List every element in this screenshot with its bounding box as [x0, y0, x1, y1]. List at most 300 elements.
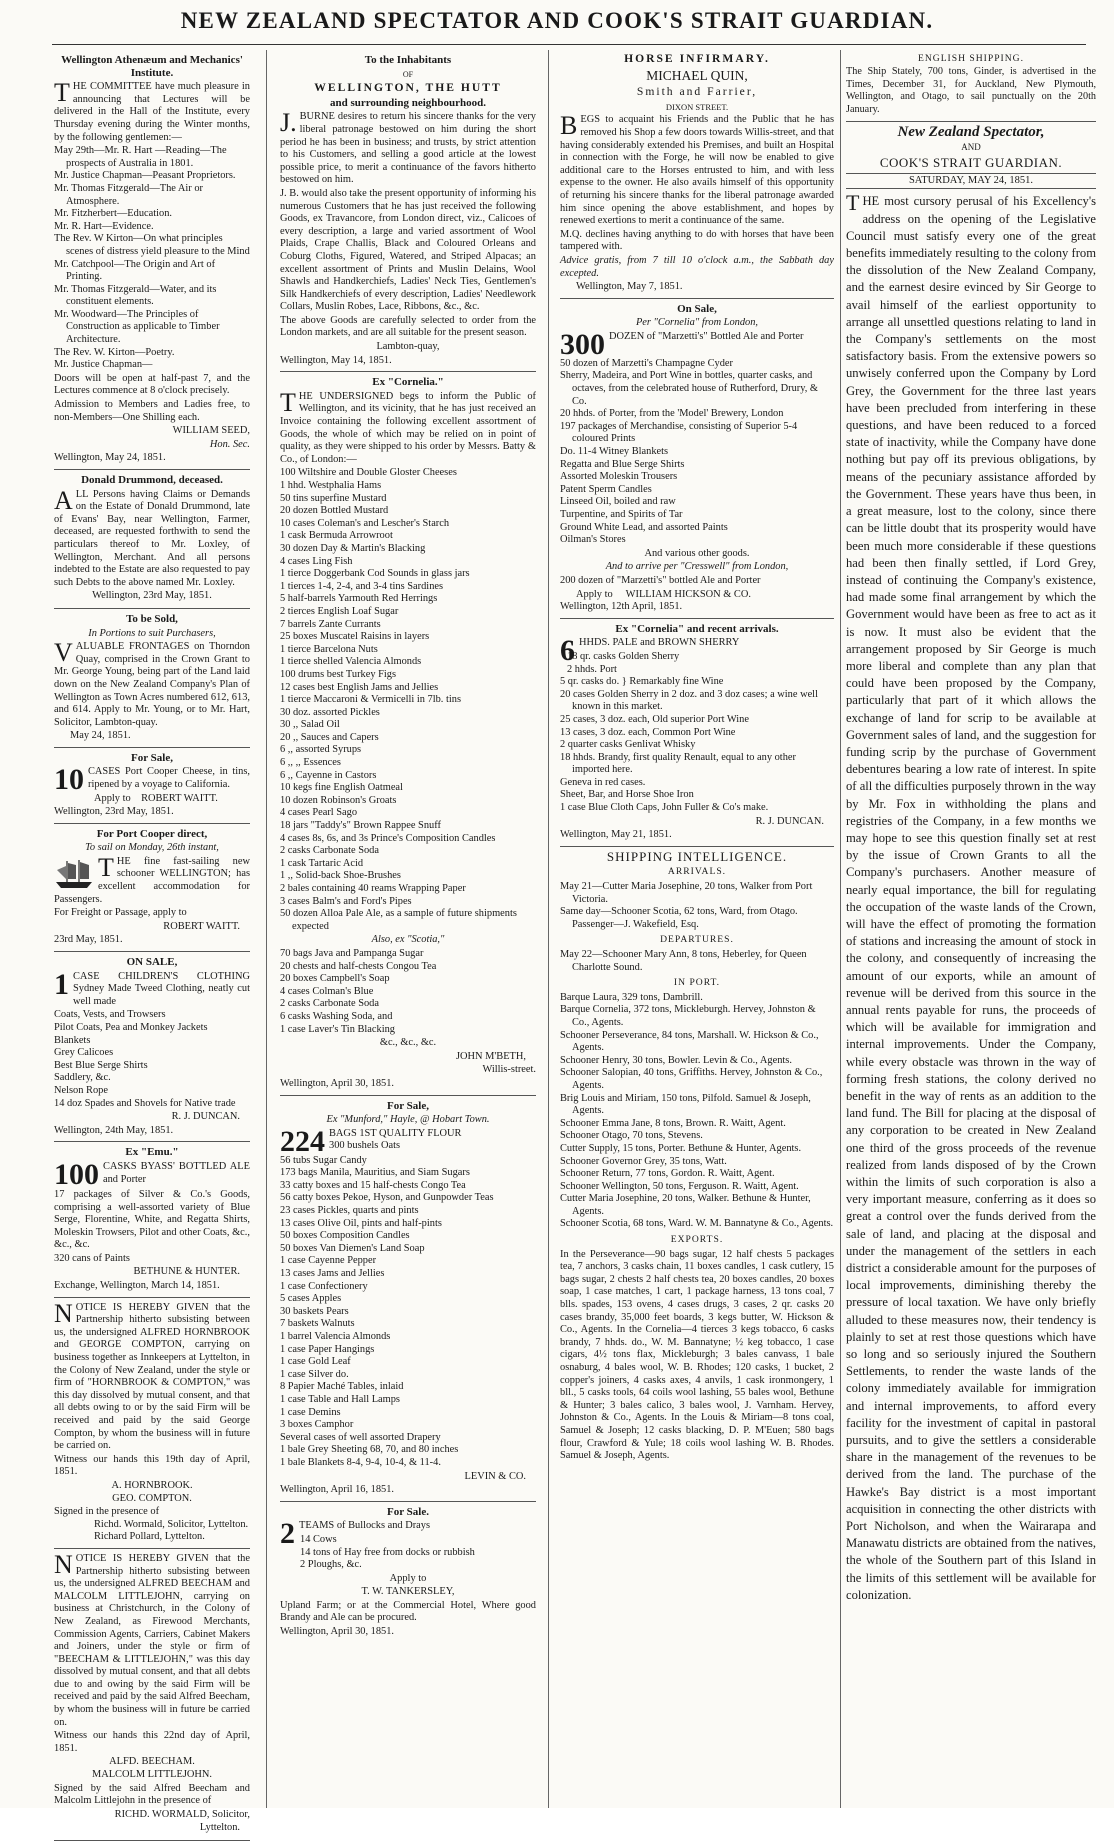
list-item: Mr. Thomas Fitzgerald—Water, and its constituent elements. [54, 283, 217, 308]
ad-title: To be Sold, [126, 612, 178, 625]
ad-bullocks [280, 1506, 536, 1643]
column-rule [266, 50, 267, 1808]
ad-body: OTICE IS HEREBY GIVEN that the Partnership hitherto subsisting between us, the undersigned ALFRED BEECHAM and MALCOLM LITTLEJOHN, carrying on business at Christchurch, in the Colony of New Zealand, as Firewood Merchants, Commission Agents, Carriers, Cabinet Makers and Joiners, under the style or firm of "BEECHAM & LITTLEJOHN," was this day dissolved by mutual consent, and that all debts due to and owing by the said Firm will be received and paid by the said Alfred Beecham, by whom the business will in future be carried on. [54, 1552, 250, 1728]
ad-port-cooper [54, 828, 250, 952]
list-item: 5 half-barrels Yarmouth Red Herrings [280, 593, 438, 605]
witness-place: Lyttelton. [199, 1822, 240, 1834]
ad-other: And various other goods. [644, 547, 750, 559]
ad-name: MICHAEL QUIN, [646, 67, 748, 83]
ad-body: HE UNDERSIGNED begs to inform the Public of Wellington, and its vicinity, that he has just received an Invoice containing the following excellent assortment of Goods, the whole of which may be relied on in point of quality, as they were shipped to his order by Messrs. Batty & Co., of London:— [280, 390, 536, 465]
paper-subtitle: COOK'S STRAIT GUARDIAN. [879, 155, 1063, 171]
list-item: Linseed Oil, boiled and raw [560, 496, 676, 508]
column-rule [548, 50, 549, 1808]
list-item: Mr. Justice Chapman—Peasant Proprietors. [54, 170, 236, 182]
ad-title: For Port Cooper direct, [96, 827, 208, 840]
list-item: 23 cases Pickles, quarts and pints [280, 1205, 419, 1217]
list-item: Schooner Return, 77 tons, Gordon. R. Waitt, Agent. [560, 1168, 775, 1180]
list-item: Blankets [54, 1034, 91, 1046]
list-item: 18 jars "Taddy's" Brown Rappee Snuff [280, 820, 441, 832]
ad-title: Ex "Cornelia." [372, 376, 444, 389]
list-item: 30 baskets Pears [280, 1305, 349, 1317]
english-shipping-label: ENGLISH SHIPPING. [917, 53, 1024, 64]
list-item: 2 quarter casks Genlivat Whisky [560, 739, 696, 751]
ad-notice-beecham [54, 1549, 250, 1841]
ad-title: For Sale, [387, 1099, 429, 1112]
big-number: 224 [280, 1124, 325, 1158]
ad-body: HHDS. PALE and BROWN SHERRY [579, 637, 740, 649]
paper-date: SATURDAY, MAY 24, 1851. [846, 173, 1096, 189]
ad-date: Wellington, May 21, 1851. [560, 829, 672, 841]
ad-body: Doors will be open at half-past 7, and the Lectures commence at 8 o'clock precisely. [54, 372, 250, 397]
list-item: Schooner Wellington, 50 tons, Ferguson. R. Waitt, Agent. [560, 1180, 799, 1192]
list-item: Barque Cornelia, 372 tons, Mickleburgh. Hervey, Johnston & Co., Agents. [560, 1004, 816, 1028]
ad-body: The above Goods are carefully selected to order from the London markets, and are all suitable for the present season. [280, 314, 536, 339]
list-item: 3 boxes Camphor [280, 1419, 354, 1431]
ad-flour [280, 1100, 536, 1502]
english-shipping [846, 53, 1096, 122]
drop-cap: V [54, 638, 73, 668]
list-item: GEO. COMPTON. [112, 1492, 192, 1504]
list-item: 18 hhds. Brandy, first quality Renault, equal to any other imported here. [560, 751, 796, 776]
ad-body: BURNE desires to return his sincere thanks for the very liberal patronage bestowed on him during the short period he has been in business; and trusts, by strict attention to his Customers, and selling a good article at the lowest possible price, to merit a continuance of the favors hitherto bestowed on him. [280, 111, 536, 186]
list-item: ALFD. BEECHAM. [109, 1756, 195, 1768]
ad-address: Upland Farm; or at the Commercial Hotel, Where good Brandy and Ale can be procured. [280, 1599, 536, 1624]
ad-title: Ex "Cornelia" and recent arrivals. [615, 622, 779, 635]
exports-body: In the Perseverance—90 bags sugar, 12 half chests 5 packages tea, 7 anchors, 3 casks chain, 11 boxes candles, 1 cask cutlery, 15 bags sugar, 2 chests 2 half chests tea, 20 boxes candles, 20 boxes soap, 1 case matches, 1 cart, 1 package harness, 13 tons coal, 7 blls. spades, 153 ovens, 4 cases drugs, 3 cases, 2 qr. casks 20 cases brandy, 35,000 feet boards, 3 kegs butter, W. Hickson & Co., Agents. In the Cornelia—4 tierces 3 kegs tobacco, 6 casks brandy, 7 hhds. do., W. M. Bannatyne; ½ keg tobacco, 1 case cigars, 4½ tons flax, Mickleburgh; 3 bales canvass, 1 bale osnaburg, 4 bales wool, W. B. Rhodes; 120 casks, 1 bucket, 2 copper's joiners, 4 casks axes, 4 anvils, 1 cask ironmongery, 1 bll., 5 casks tools, 64 coils wool lashing, 55 bales wool, Bethune & Hunter; 3 bales calico, 3 bales wool, J. Varnham. Hervey, Johnston & Co., Agents. In the Louis & Miriam—8 tons coal, Samuel & Joseph; 12 casks blacking, D. P. M'Euen; 580 bags flour, Crawford & Yule; 18 coils wool lashing W. B. Rhodes. Samuel & Joseph, Agents. [560, 1248, 834, 1462]
list-item: 5 cases Apples [280, 1293, 342, 1305]
list-item: 1 bale Blankets 8-4, 9-4, 10-4, & 11-4. [280, 1456, 441, 1468]
signed-label: Signed by the said Alfred Beecham and Malcolm Littlejohn in the presence of [54, 1782, 250, 1807]
witness-list [54, 1519, 250, 1544]
list-item: 7 barrels Zante Currants [280, 618, 381, 630]
list-item: 1 cask Bermuda Arrowroot [280, 530, 393, 542]
arrivals-list [560, 881, 834, 931]
list-item: 1 case Laver's Tin Blacking [280, 1023, 395, 1035]
signer: ROBERT WAITT. [163, 920, 240, 932]
list-item: 2 hhds. Port [567, 663, 617, 675]
ad-body: M.Q. declines having anything to do with horses that have been tampered with. [560, 228, 834, 253]
list-item: The Rev. W Kirton—On what principles scenes of distress yield pleasure to the Mind [54, 233, 250, 257]
ad-title: To the Inhabitants [364, 54, 452, 66]
list-item: A. HORNBROOK. [111, 1479, 193, 1491]
list-item: 2 casks Carbonate Soda [280, 998, 379, 1010]
ad-subtitle: To sail on Monday, 26th instant, [85, 842, 219, 854]
list-item: 30 ,, Salad Oil [280, 719, 340, 731]
ad-body: CASKS BYASS' BOTTLED ALE and Porter [103, 1160, 250, 1185]
ad-body: OTICE IS HEREBY GIVEN that the Partnership hitherto subsisting between us, the undersigned ALFRED HORNBROOK and GEORGE COMPTON, carrying on business together as Innkeepers at Lyttelton, in the Colony of New Zealand, under the style or firm of "HORNBROOK & COMPTON," was this day dissolved by mutual consent, and that all debts owing to or by the said Firm will be received and paid by the said George Compton, by whom the business will in future be carried on. [54, 1301, 250, 1452]
ad-body: 200 dozen of "Marzetti's" bottled Ale and Porter [560, 574, 761, 586]
item-list [560, 358, 834, 547]
list-item: 2 casks Carbonate Soda [280, 845, 379, 857]
column-4 [846, 52, 1096, 1808]
arrivals-label: ARRIVALS. [667, 866, 727, 878]
list-item: 4 cases Ling Fish [280, 555, 353, 567]
list-item: 4 cases Colman's Blue [280, 985, 374, 997]
big-number: 100 [54, 1157, 99, 1191]
ad-trade: Smith and Farrier, [636, 85, 758, 99]
list-item: 1 bale Grey Sheeting 68, 70, and 80 inches [280, 1444, 459, 1456]
list-item: 25 cases, 3 doz. each, Old superior Port Wine [560, 713, 749, 725]
list-item: 3 cases Balm's and Ford's Pipes [280, 895, 412, 907]
list-item: 1 case Paper Hangings [280, 1343, 375, 1355]
ad-body: CASES Port Cooper Cheese, in tins, ripened by a voyage to California. [88, 766, 250, 791]
ad-date: May 24, 1851. [70, 730, 131, 742]
list-item: Do. 11-4 Witney Blankets [560, 446, 669, 458]
column-1 [54, 52, 250, 1834]
ad-body: HE COMMITTEE have much pleasure in announcing that Lectures will be delivered in the Hall of the Institute, every Thursday evening during the Winter months, by the following gentlemen:— [54, 81, 250, 143]
list-item: 1 ,, Solid-back Shoe-Brushes [280, 870, 401, 882]
exports-label: EXPORTS. [670, 1234, 724, 1246]
ad-title: Wellington Athenæum and Mechanics' Institute. [61, 54, 243, 79]
list-item: 1 case Confectionery [280, 1280, 368, 1292]
top-rule [52, 44, 1086, 45]
big-number: 300 [560, 327, 605, 361]
apply-label: Apply to [389, 1572, 427, 1584]
list-item: 14 tons of Hay free from docks or rubbish [300, 1546, 475, 1558]
ad-date: Wellington, May 7, 1851. [576, 281, 683, 293]
list-item: 1 case Blue Cloth Caps, John Fuller & Co's make. [560, 802, 769, 814]
ad-date: Wellington, April 30, 1851. [280, 1626, 395, 1638]
list-item: 1 barrel Valencia Almonds [280, 1331, 391, 1342]
list-item: Schooner Governor Grey, 35 tons, Watt. [560, 1155, 727, 1167]
ad-cornelia [280, 376, 536, 1095]
ad-drummond [54, 474, 250, 609]
list-item: Mr. Woodward—The Principles of Construction as applicable to Timber Architecture. [54, 308, 220, 346]
signer-list [54, 1756, 250, 1781]
ad-title: For Sale, [131, 751, 173, 764]
departures-list [560, 949, 834, 974]
list-item: Sheet, Bar, and Horse Shoe Iron [560, 789, 694, 801]
departures-label: DEPARTURES. [660, 934, 734, 946]
list-item: Same day—Schooner Scotia, 62 tons, Ward, from Otago. Passenger—J. Wakefield, Esq. [560, 906, 798, 930]
item-list [280, 467, 536, 933]
ad-date: Exchange, Wellington, March 14, 1851. [54, 1280, 220, 1292]
item-list [560, 651, 834, 815]
list-item: Schooner Perseverance, 84 tons, Marshall. W. Hickson & Co., Agents. [560, 1029, 819, 1054]
ad-body: Advice gratis, from 7 till 10 o'clock a.m., the Sabbath day excepted. [560, 254, 834, 279]
signer: BETHUNE & HUNTER. [133, 1266, 240, 1278]
ad-title: On Sale, [677, 302, 717, 315]
apply-label: Apply to [94, 793, 131, 805]
ad-date: Wellington, 12th April, 1851. [560, 601, 683, 613]
list-item: Oilman's Stores [560, 534, 626, 546]
list-item: 14 Cows [300, 1533, 337, 1545]
list-item: 56 tubs Sugar Candy [280, 1154, 367, 1166]
list-item: Schooner Henry, 30 tons, Bowler. Levin & Co., Agents. [560, 1054, 792, 1066]
ad-body: 300 bushels Oats [329, 1140, 400, 1152]
list-item: 1 hhd. Westphalia Hams [280, 480, 382, 491]
ad-title: For Sale. [387, 1505, 429, 1518]
signer: T. W. TANKERSLEY, [361, 1586, 455, 1598]
ad-date: Wellington, April 30, 1851. [280, 1077, 395, 1089]
item-list [54, 1009, 250, 1110]
ad-title: Ex "Emu." [125, 1146, 179, 1159]
column-3 [560, 52, 834, 1808]
drop-cap: J. [280, 108, 297, 138]
list-item: 1 tierce shelled Valencia Almonds [280, 656, 422, 668]
list-item: Coats, Vests, and Trowsers [54, 1009, 166, 1021]
signer-place: Willis-street. [482, 1064, 536, 1076]
list-item: 14 doz Spades and Shovels for Native trade [54, 1097, 236, 1109]
list-item: 1 tierce Doggerbank Cod Sounds in glass jars [280, 568, 470, 580]
list-item: 173 bags Manila, Mauritius, and Siam Sugars [280, 1167, 470, 1179]
list-item: 1 tierce Maccaroni & Vermicelli in 7lb. tins [280, 694, 462, 706]
ad-body: Witness our hands this 22nd day of April, 1851. [54, 1730, 250, 1754]
ad-of: OF [402, 69, 414, 79]
big-number: 10 [54, 763, 84, 797]
list-item: Richard Pollard, Lyttelton. [94, 1531, 205, 1543]
in-port-list [560, 992, 834, 1231]
ship-icon [54, 858, 94, 890]
list-item: Mr. Catchpool—The Origin and Art of Printing. [54, 258, 216, 283]
drop-cap: T [54, 78, 70, 108]
section-title: SHIPPING INTELLIGENCE. [606, 848, 788, 864]
list-item: Several cases of well assorted Drapery [280, 1431, 441, 1443]
list-item: 2 tierces English Loaf Sugar [280, 605, 399, 617]
item-list [280, 1155, 536, 1470]
list-item: Brig Louis and Miriam, 150 tons, Pilfold. Samuel & Joseph, Agents. [560, 1092, 811, 1117]
list-item: Cutter Supply, 15 tons, Porter. Bethune & Hunter, Agents. [560, 1142, 802, 1154]
ad-date: Wellington, 23rd May, 1851. [54, 806, 174, 818]
list-item: 70 bags Java and Pampanga Sugar [280, 947, 424, 959]
drop-cap: T [280, 387, 296, 417]
ad-date: Wellington, May 14, 1851. [280, 354, 392, 366]
list-item: 1 case Silver do. [280, 1368, 349, 1380]
drop-cap: B [560, 111, 578, 141]
in-port-label: IN PORT. [673, 977, 721, 989]
list-item: Richd. Wormald, Solicitor, Lyttelton. [94, 1518, 249, 1530]
list-item: Mr. Thomas Fitzgerald—The Air or Atmosphere. [54, 182, 204, 207]
signer-title: Hon. Sec. [209, 438, 250, 450]
list-item: 13 cases Jams and Jellies [280, 1268, 385, 1280]
list-item: 20 hhds. of Porter, from the 'Model' Brewery, London [560, 408, 784, 420]
signed-label: Signed in the presence of [54, 1506, 160, 1518]
lecture-list [54, 145, 250, 372]
list-item: 20 dozen Bottled Mustard [280, 505, 389, 517]
ad-date: Wellington, 24th May, 1851. [54, 1124, 174, 1136]
signer-list [54, 1480, 250, 1505]
ad-body: Witness our hands this 19th day of April, 1851. [54, 1453, 250, 1478]
ad-etc: &c., &c., &c. [379, 1037, 437, 1049]
list-item: Mr. Fitzherbert—Education. [54, 208, 173, 220]
list-item: 25 boxes Muscatel Raisins in layers [280, 631, 430, 643]
editorial-body: HE most cursory perusal of his Excellency's address on the opening of the Legislative Council must satisfy every one of the great benefits immediately resulting to the colony from the dissolution of the New Zealand Company, and the earnest desire evinced by Sir George to avail himself of the earliest opportunity to arrange all unsettled questions relating to land in the Company's settlements on the most satisfactory basis. From the extensive powers so unwisely conferred upon the Company by Lord Grey, the Government for the three last years have been precluded from interfering in these questions, and have been reduced to a forced state of inactivity, while the Company have done nothing but pay off its previous obligations, by means of the pecuniary assistance afforded by the Government. These years have thus been, in a great measure, lost to the colony, since there can be little doubt that its prosperity would have been much more considerable if these questions had been then finally settled, if Lord Grey, instead of continuing the Company's existence, had made some final arrangement by which the Government would have been as free to act as it is now. It must also be evident that the arrangement proposed by Sir George is much more liberal and complete than any plan that could have been proposed by the Company, particularly that part of it which allows the exchange of land for scrip to be available at Government sales of land, and the suggestion for funding scrip by the purchase of Government debentures bearing a low rate of interest. In spite of all the difficulties purposely thrown in the way by Mr. Fox in withholding the plans and registries of the Company, in a few months we may hope to see this question finally set at rest by the issue of Crown Grants to all the Company's purchasers. Another measure of nearly equal importance, the bill for regulating the occupation of the waste lands of the Crown, will have the effect of promoting the formation of stations and increasing the amount of stock in the colony, and consequently of increasing the amount of our exports, while an amount of revenue will be derived from this source in the annual rents payable for runs, the proceeds of which will be available for immigration and internal improvements. Under the Company, while every obstacle was thrown in the way of forming fresh stations, the colony derived no benefit in the way of rents as an addition to the land fund. The Bill for placing at the disposal of any corporation to be created in New Zealand one third of the gross proceeds of the revenue realized from lands disposed of by the Crown within the limits of such corporation is also a very important measure, conferring as it does so great a control over the funds derived from the sale of land, and placing at the disposal and under the management of the settlers in each district a considerable amount for the purposes of local improvements, diminishing thereby the pressure of local taxation. We have only briefly alluded to these measures now, their tendency is plainly to set at rest those questions which have so long and so seriously injured the Southern Settlements, to render the waste lands of the colony immediately available for immigration and internal improvements, to afford every facility for the investment of capital in pastoral pursuits, and to give the settlers a considerable share in the management of the revenues to be derived from the land. The purchase of the Hawke's Bay district is a most important acquisition in connecting the other districts with Port Nicholson, and when the Wairarapa and Manawatu districts are obtained from the natives, the whole of the Southern part of this Island in the limits of this settlement will be available for colonization. [846, 194, 1096, 1602]
list-item: 4 cases 8s, 6s, and 3s Prince's Composition Candles [280, 832, 496, 844]
list-item: 56 catty boxes Pekoe, Hyson, and Gunpowder Teas [280, 1192, 494, 1204]
ad-body: BAGS 1ST QUALITY FLOUR [329, 1127, 462, 1139]
freight-label: For Freight or Passage, apply to [54, 907, 187, 919]
ad-sherry [560, 623, 834, 847]
drop-cap: N [54, 1549, 73, 1579]
list-item: 1 case Table and Hall Lamps [280, 1393, 400, 1405]
list-item: 6 ,, Cayenne in Castors [280, 769, 377, 781]
ad-to-be-sold [54, 613, 250, 748]
list-item: 2 Ploughs, &c. [300, 1559, 362, 1571]
ad-marzetti [560, 303, 834, 619]
big-number: 2 [280, 1517, 295, 1551]
column-2 [280, 52, 536, 1808]
list-item: Pilot Coats, Pea and Monkey Jackets [54, 1021, 208, 1033]
list-item: May 21—Cutter Maria Josephine, 20 tons, Walker from Port Victoria. [560, 881, 813, 905]
ad-body: CASE CHILDREN'S CLOTHING Sydney Made Tweed Clothing, neatly cut well made [73, 970, 250, 1007]
paper-and: AND [961, 142, 981, 153]
list-item: 50 tins superfine Mustard [280, 492, 387, 504]
ad-subtitle: Per "Cornelia" from London, [635, 317, 759, 329]
list-item: 1 case Gold Leaf [280, 1356, 351, 1368]
list-item: 50 boxes Composition Candles [280, 1230, 410, 1242]
list-item: 1 case Cayenne Pepper [280, 1255, 377, 1267]
ad-body: DOZEN of "Marzetti's" Bottled Ale and Porter [609, 330, 804, 342]
list-item: Mr. R. Hart—Evidence. [54, 220, 154, 232]
masthead: NEW ZEALAND SPECTATOR AND COOK'S STRAIT GUARDIAN. [180, 8, 934, 33]
list-item: 100 drums best Turkey Figs [280, 668, 397, 680]
list-item: 12 cases best English Jams and Jellies [280, 681, 439, 693]
ad-body: J. B. would also take the present opportunity of informing his numerous Customers that he has just received the following Goods, ex Travancore, from London direct, viz., Calicoes of every description, a large and varied assortment of Wool Plaids, Crape Challis, Black and Coloured Orleans and Coburg Cloths, Figured, Watered, and Striped Alpacas; an excellent assortment of Prints and Muslin Delains, Wool Shawls and Handkerchiefs, Ladies' Neck Ties, Gentlemen's Silk Handkerchiefs of every description, Ladies' Needlework Collars, Muslin Robes, Lace, Ribbons, &c., &c. [280, 187, 536, 313]
ad-body: ALUABLE FRONTAGES on Thorndon Quay, comprised in the Crown Grant to Mr. George Young, being part of the Land laid down on the New Zealand Company's Plan of Wellington as Town Acres numbered 612, 613, and 614. Apply to Mr. Young, or to Mr. Hart, Solicitor, Lambton-quay. [54, 641, 250, 728]
paper-title: New Zealand Spectator, [897, 124, 1045, 141]
ad-title: ON SALE, [126, 956, 178, 968]
list-item: The Rev. W. Kirton—Poetry. [54, 346, 175, 358]
ad-date: Wellington, May 24, 1851. [54, 452, 166, 464]
ad-subtitle: In Portions to suit Purchasers, [88, 627, 216, 639]
ad-date: 23rd May, 1851. [54, 934, 123, 946]
drop-cap: T [846, 190, 860, 216]
signer: WILLIAM HICKSON & CO. [625, 588, 751, 600]
list-item: Patent Sperm Candles [560, 483, 652, 495]
list-item: Barque Laura, 329 tons, Dambrill. [560, 991, 703, 1003]
list-item: Sherry, Madeira, and Port Wine in bottles, quarter casks, and octaves, from the celebrated house of Rutherford, Drury, & Co. [560, 370, 819, 407]
signer: ROBERT WAITT. [141, 793, 218, 805]
list-item: Assorted Moleskin Trousers [560, 471, 678, 483]
list-item: 1 tierce Barcelona Nuts [280, 643, 378, 655]
drop-cap: N [54, 1298, 73, 1328]
list-item: May 29th—Mr. R. Hart —Reading—The prospects of Australia in 1801. [54, 145, 227, 169]
ad-body: EGS to acquaint his Friends and the Public that he has removed his Shop a few doors towards Willis-street, and that having considerably extended his Premises, and built an Hospital in connection with the Forge, he will now be enabled to give additional care to the Horses entrusted to him, and with less expense to the owner. He also avails himself of this opportunity of returning his sincere thanks for the liberal patronage awarded him since opening the above establishment, and hopes by renewed exertions to merit a continuance of the same. [560, 114, 834, 227]
ad-horse-infirmary [560, 53, 834, 299]
ad-place: WELLINGTON, THE HUTT [314, 81, 502, 95]
list-item: Schooner Scotia, 68 tons, Ward. W. M. Bannatyne & Co., Agents. [560, 1218, 834, 1230]
ad-title: Donald Drummond, deceased. [81, 474, 223, 486]
column-rule [840, 50, 841, 1808]
list-item: Schooner Salopian, 40 tons, Griffiths. Hervey, Johnston & Co., Agents. [560, 1067, 823, 1091]
list-item: Saddlery, &c. [54, 1072, 111, 1084]
list-item: 30 dozen Day & Martin's Blacking [280, 542, 426, 554]
list-item: 1 cask Tartaric Acid [280, 857, 364, 869]
list-item: 50 dozen Alloa Pale Ale, as a sample of future shipments expected [280, 908, 517, 932]
ad-date: Wellington, April 16, 1851. [280, 1484, 395, 1496]
list-item: 6 casks Washing Soda, and [280, 1010, 393, 1022]
big-number: 6 [560, 634, 575, 668]
list-item: Schooner Emma Jane, 8 tons, Brown. R. Waitt, Agent. [560, 1117, 786, 1129]
list-item: 33 catty boxes and 15 half-chests Congo Tea [280, 1179, 466, 1191]
ad-title: HORSE INFIRMARY. [624, 52, 770, 65]
ad-body: TEAMS of Bullocks and Drays [299, 1520, 431, 1532]
ad-subtitle: and surrounding neighbourhood. [329, 96, 486, 109]
list-item: Mr. Justice Chapman— [54, 359, 153, 371]
list-item: 20 cases Golden Sherry in 2 doz. and 3 doz cases; a wine well known in this market. [560, 688, 818, 713]
ad-body: 17 packages of Silver & Co.'s Goods, comprising a well-assorted variety of Blue Serge, Florentine, White, and Regatta Shirts, Moleskin Trowsers, Pilot and other Coats, &c., &c., &c. [54, 1188, 250, 1251]
drop-cap: A [54, 485, 73, 515]
list-item: May 22—Schooner Mary Ann, 8 tons, Heberley, for Queen Charlotte Sound. [560, 949, 807, 973]
list-item: Turpentine, and Spirits of Tar [560, 509, 683, 520]
list-item: 197 packages of Merchandise, consisting of Superior 5-4 coloured Prints [560, 420, 798, 445]
list-item: 30 doz. assorted Pickles [280, 706, 380, 718]
drop-cap: T [98, 852, 114, 882]
ad-body: 320 cans of Paints [54, 1252, 130, 1264]
ad-body: LL Persons having Claims or Demands on the Estate of Donald Drummond, late of Evans' Bay, near Wellington, Farmer, deceased, are requested forthwith to send the particulars thereof to Mr. Loxley, of Wellington, Merchant. And all persons indebted to the Estate are also requested to pay such Debts to the above named Mr. Loxley. [54, 488, 250, 588]
list-item: 4 cases Pearl Sago [280, 807, 358, 819]
signer: R. J. DUNCAN. [755, 815, 824, 827]
list-item: Ground White Lead, and assorted Paints [560, 521, 728, 533]
ad-also: Also, ex "Scotia," [371, 934, 445, 946]
big-number: 1 [54, 967, 69, 1001]
list-item: Schooner Otago, 70 tons, Stevens. [560, 1130, 703, 1142]
list-item: 20 boxes Campbell's Soap [280, 973, 390, 985]
list-item: Regatta and Blue Serge Shirts [560, 458, 685, 470]
list-item: 6 ,, assorted Syrups [280, 744, 362, 756]
shipping-intelligence [560, 848, 834, 1463]
ad-inhabitants [280, 54, 536, 372]
ad-arrive: And to arrive per "Cresswell" from London, [605, 561, 789, 573]
ad-body: HE fine fast-sailing new schooner WELLINGTON; has excellent accommodation for Passengers. [54, 855, 250, 905]
ad-athenaeum [54, 54, 250, 470]
list-item: 100 Wiltshire and Double Gloster Cheeses [280, 467, 457, 479]
list-item: 8 Papier Maché Tables, inlaid [280, 1381, 404, 1393]
signer: LEVIN & CO. [464, 1470, 526, 1482]
list-item: 20 ,, Sauces and Capers [280, 731, 379, 743]
list-item: 2 bales containing 40 reams Wrapping Paper [280, 883, 466, 894]
list-item: 1 case Demins [280, 1406, 341, 1418]
list-item: 6 ,, ,, Essences [280, 757, 341, 769]
list-item: 13 cases Olive Oil, pints and half-pints [280, 1217, 442, 1229]
list-item: 13 cases, 3 doz. each, Common Port Wine [560, 726, 736, 738]
signer: R. J. DUNCAN. [171, 1111, 240, 1123]
item-list [280, 948, 536, 1036]
signer: WILLIAM SEED, [172, 425, 250, 437]
list-item: 18 qr. casks Golden Sherry [567, 650, 680, 662]
list-item: Nelson Rope [54, 1084, 108, 1096]
ad-clothing [54, 956, 250, 1142]
ad-street: DIXON STREET. [665, 101, 729, 112]
list-item: 1 tierces 1-4, 2-4, and 3-4 tins Sardines [280, 580, 444, 592]
list-item: Grey Calicoes [54, 1047, 114, 1059]
ad-notice-hornbrook [54, 1298, 250, 1549]
signer: JOHN M'BETH, [456, 1050, 526, 1062]
list-item: 10 cases Coleman's and Lescher's Starch [280, 517, 450, 529]
list-item: Cutter Maria Josephine, 20 tons, Walker. Bethune & Hunter, Agents. [560, 1193, 811, 1217]
ad-cheese [54, 752, 250, 824]
witness-name: RICHD. WORMALD, Solicitor, [114, 1808, 250, 1820]
list-item: 50 boxes Van Diemen's Land Soap [280, 1242, 425, 1254]
list-item: 20 chests and half-chests Congou Tea [280, 960, 437, 972]
list-item: 5 qr. casks do. } Remarkably fine Wine [560, 676, 724, 688]
english-shipping-body: The Ship Stately, 700 tons, Ginder, is advertised in the Times, December 31, for Auckland, New Plymouth, Wellington, and Otago, to sail punctually on the 20th January. [846, 66, 1096, 115]
list-item: 50 dozen of Marzetti's Champagne Cyder [560, 357, 733, 369]
ad-emu [54, 1146, 250, 1297]
list-item: 7 baskets Walnuts [280, 1318, 355, 1330]
list-item: 10 kegs fine English Oatmeal [280, 782, 403, 794]
ad-subtitle: Ex "Munford," Hayle, @ Hobart Town. [326, 1114, 490, 1126]
apply-label: Apply to [576, 588, 613, 600]
list-item: 10 dozen Robinson's Groats [280, 794, 397, 806]
list-item: Geneva in red cases. [560, 776, 646, 788]
list-item: Best Blue Serge Shirts [54, 1059, 148, 1071]
item-list [280, 1534, 536, 1572]
ad-body: Admission to Members and Ladies free, to non-Members—One Shilling each. [54, 399, 250, 423]
ad-place-2: Lambton-quay, [376, 341, 440, 353]
ad-date: Wellington, 23rd May, 1851. [92, 590, 212, 602]
list-item: MALCOLM LITTLEJOHN. [91, 1769, 213, 1781]
